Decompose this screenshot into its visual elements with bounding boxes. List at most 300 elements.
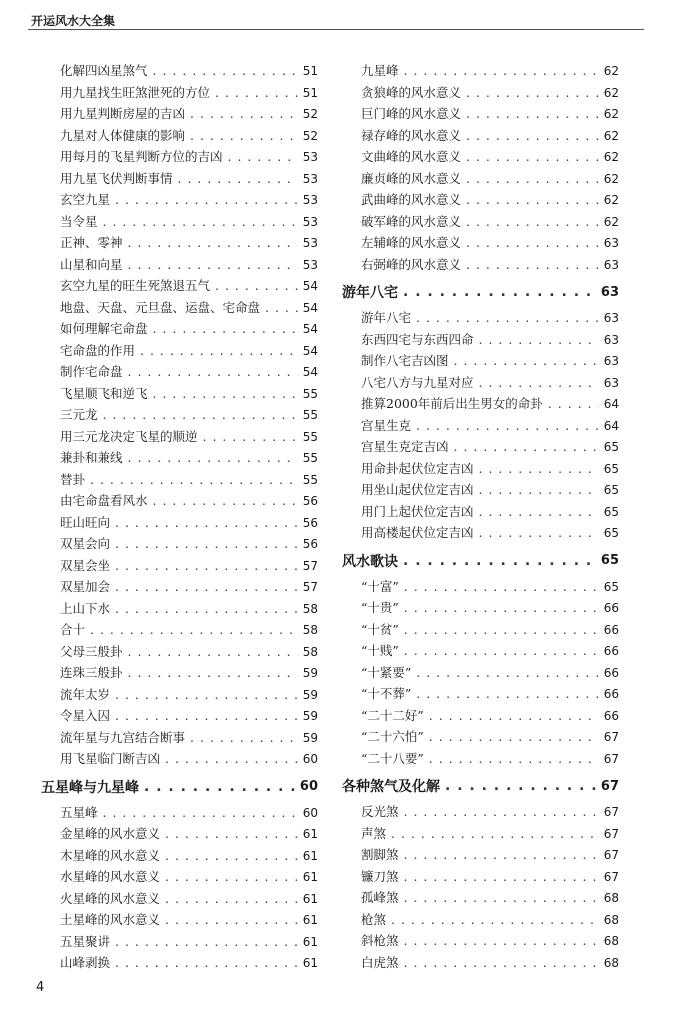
- toc-entry: [361, 480, 619, 502]
- toc-entry-title: 左辅峰的风水意义: [361, 235, 462, 250]
- dot-leader: [165, 891, 298, 906]
- toc-entry-page: 53: [302, 257, 318, 272]
- toc-entry: [60, 83, 318, 105]
- toc-section-heading: [342, 545, 619, 577]
- toc-entry-page: 65: [603, 440, 619, 454]
- dot-leader: [165, 869, 298, 884]
- toc-entry: [60, 728, 318, 750]
- toc-entry-page: 61: [302, 827, 318, 841]
- dot-leader: [466, 106, 599, 121]
- toc-entry-title: 右弼峰的风水意义: [361, 256, 462, 272]
- toc-entry-page: 55: [302, 408, 318, 422]
- dot-leader: [466, 149, 599, 164]
- toc-entry-page: 65: [603, 504, 619, 519]
- dot-leader: [391, 912, 599, 927]
- toc-entry-title: 宫星生克: [361, 417, 412, 433]
- toc-entry: [361, 684, 619, 706]
- toc-entry-title: 孤峰煞: [361, 890, 399, 905]
- toc-entry-page: 53: [302, 214, 318, 229]
- toc-entry: [60, 61, 318, 83]
- toc-entry: [60, 319, 318, 341]
- dot-leader: [115, 601, 298, 616]
- toc-entry-page: 62: [603, 150, 619, 164]
- toc-entry: [361, 749, 619, 771]
- toc-entry-title: 飞星顺飞和逆飞: [60, 385, 148, 401]
- toc-entry-title: 割脚煞: [361, 847, 399, 862]
- toc-entry-title: 制作宅命盘: [60, 364, 123, 379]
- dot-leader: [404, 890, 599, 905]
- dot-leader: [165, 751, 298, 766]
- toc-entry-title: 用九星判断房屋的吉凶: [60, 106, 186, 121]
- dot-leader: [466, 235, 599, 250]
- toc-entry: [361, 126, 619, 148]
- running-header: 开运风水大全集: [31, 14, 116, 28]
- dot-leader: [416, 310, 599, 325]
- toc-entry-title: 当令星: [60, 213, 98, 229]
- toc-entry-title: 用高楼起伏位定吉凶: [361, 525, 474, 540]
- toc-entry: [361, 845, 619, 867]
- toc-entry-title: 金星峰的风水意义: [60, 826, 161, 841]
- dot-leader: [153, 63, 298, 78]
- toc-entry-page: 61: [302, 913, 318, 927]
- dot-leader: [144, 779, 295, 795]
- dot-leader: [190, 106, 298, 121]
- dot-leader: [165, 848, 298, 863]
- toc-entry-title: 流年星与九宫结合断事: [60, 729, 186, 745]
- toc-entry-page: 54: [302, 279, 318, 293]
- toc-entry-title: 用门上起伏位定吉凶: [361, 503, 474, 519]
- toc-entry: [361, 867, 619, 889]
- toc-entry: [361, 523, 619, 545]
- toc-entry-title: 替卦: [60, 471, 86, 487]
- toc-entry: [361, 373, 619, 395]
- toc-entry-title: 由宅命盘看风水: [60, 493, 148, 508]
- toc-entry: [361, 416, 619, 438]
- dot-leader: [215, 278, 298, 293]
- toc-entry: [60, 642, 318, 664]
- dot-leader: [128, 364, 298, 379]
- toc-entry-page: 60: [299, 779, 318, 794]
- toc-entry-title: 山星和向星: [60, 256, 123, 272]
- dot-leader: [479, 375, 599, 390]
- toc-entry-title: 推算2000年前后出生男女的命卦: [361, 396, 543, 411]
- toc-entry-title: 用九星找生旺煞泄死的方位: [60, 84, 211, 100]
- toc-entry: [361, 577, 619, 599]
- toc-entry: [361, 598, 619, 620]
- toc-entry-title: 文曲峰的风水意义: [361, 149, 462, 164]
- toc-entry: [60, 749, 318, 771]
- toc-entry-page: 56: [302, 515, 318, 530]
- toc-entry-page: 63: [603, 257, 619, 272]
- toc-entry: [60, 577, 318, 599]
- toc-entry: [60, 556, 318, 578]
- toc-entry: [60, 384, 318, 406]
- toc-entry: [361, 61, 619, 83]
- dot-leader: [115, 192, 298, 207]
- toc-entry-page: 60: [302, 752, 318, 766]
- toc-entry: [361, 169, 619, 191]
- toc-entry: [60, 298, 318, 320]
- toc-entry: [60, 126, 318, 148]
- toc-entry-title: 玄空九星的旺生死煞退五气: [60, 278, 211, 293]
- toc-entry-page: 54: [302, 322, 318, 336]
- toc-entry-page: 65: [603, 461, 619, 476]
- toc-entry-page: 67: [603, 826, 619, 841]
- toc-entry-title: 父母三般卦: [60, 643, 123, 659]
- toc-entry-title: 三元龙: [60, 407, 98, 422]
- toc-entry-title: 正神、零神: [60, 235, 123, 250]
- toc-entry-page: 58: [302, 623, 318, 637]
- toc-entry-title: 双星会向: [60, 536, 111, 551]
- dot-leader: [190, 128, 298, 143]
- dot-leader: [454, 439, 599, 454]
- dot-leader: [479, 461, 599, 476]
- toc-entry-title: “十不葬”: [361, 686, 412, 701]
- dot-leader: [404, 643, 599, 658]
- toc-entry-title: 用飞星临门断吉凶: [60, 751, 161, 766]
- dot-leader: [416, 686, 598, 701]
- toc-entry-page: 52: [302, 128, 318, 143]
- dot-leader: [153, 493, 298, 508]
- toc-entry-page: 68: [603, 955, 619, 970]
- toc-entry: [60, 706, 318, 728]
- toc-entry: [60, 491, 318, 513]
- dot-leader: [404, 955, 599, 970]
- dot-leader: [115, 515, 298, 530]
- toc-entry: [60, 448, 318, 470]
- toc-entry-title: 镰刀煞: [361, 868, 399, 884]
- dot-leader: [479, 504, 599, 519]
- toc-entry-page: 66: [603, 687, 619, 701]
- toc-entry-page: 66: [603, 601, 619, 615]
- toc-entry: [361, 888, 619, 910]
- toc-entry-title: 五星峰与九星峰: [41, 779, 139, 796]
- toc-entry: [60, 513, 318, 535]
- toc-entry-page: 65: [603, 526, 619, 540]
- toc-entry: [60, 889, 318, 911]
- toc-entry: [60, 932, 318, 954]
- dot-leader: [140, 343, 298, 358]
- toc-entry-title: 用坐山起伏位定吉凶: [361, 482, 474, 497]
- toc-entry: [361, 190, 619, 212]
- toc-entry-page: 57: [302, 558, 318, 573]
- toc-entry-page: 63: [603, 354, 619, 368]
- toc-entry-page: 53: [302, 193, 318, 207]
- toc-entry-title: “二十二好”: [361, 707, 424, 723]
- toc-entry-title: “二十六怕”: [361, 729, 424, 744]
- toc-entry-title: 游年八宅: [361, 310, 412, 325]
- dot-leader: [404, 847, 599, 862]
- toc-entry-title: 宅命盘的作用: [60, 342, 136, 358]
- toc-entry: [60, 910, 318, 932]
- toc-entry: [60, 427, 318, 449]
- toc-entry-page: 61: [302, 934, 318, 949]
- dot-leader: [178, 171, 298, 186]
- dot-leader: [404, 63, 599, 78]
- toc-entry-title: 合十: [60, 622, 86, 637]
- toc-entry: [60, 599, 318, 621]
- toc-entry: [60, 190, 318, 212]
- toc-entry: [361, 727, 619, 749]
- toc-entry-page: 55: [302, 386, 318, 401]
- dot-leader: [404, 804, 599, 819]
- toc-entry-page: 61: [302, 848, 318, 863]
- toc-entry-title: 双星加会: [60, 579, 111, 594]
- toc-entry-page: 61: [302, 870, 318, 884]
- toc-entry-page: 63: [603, 236, 619, 250]
- toc-entry-title: “十贫”: [361, 621, 399, 637]
- toc-entry-title: 九星对人体健康的影响: [60, 127, 186, 143]
- dot-leader: [466, 257, 599, 272]
- dot-leader: [416, 665, 598, 680]
- toc-entry-page: 65: [603, 579, 619, 594]
- toc-entry-page: 53: [302, 150, 318, 164]
- dot-leader: [128, 450, 298, 465]
- dot-leader: [466, 85, 599, 100]
- dot-leader: [466, 171, 599, 186]
- toc-entry: [361, 706, 619, 728]
- toc-entry-title: 兼卦和兼线: [60, 450, 123, 465]
- toc-entry-title: 旺山旺向: [60, 514, 111, 530]
- dot-leader: [115, 687, 298, 702]
- dot-leader: [115, 536, 298, 551]
- dot-leader: [404, 869, 599, 884]
- toc-entry: [60, 824, 318, 846]
- dot-leader: [115, 934, 298, 949]
- dot-leader: [115, 558, 298, 573]
- dot-leader: [403, 284, 596, 300]
- dot-leader: [404, 579, 599, 594]
- toc-entry-title: “十贱”: [361, 643, 399, 658]
- toc-entry: [60, 663, 318, 685]
- toc-entry: [361, 351, 619, 373]
- toc-entry-page: 67: [603, 869, 619, 884]
- toc-entry-title: 地盘、天盘、元旦盘、运盘、宅命盘: [60, 299, 261, 315]
- toc-entry-title: 木星峰的风水意义: [60, 847, 161, 863]
- toc-entry-title: 水星峰的风水意义: [60, 869, 161, 884]
- dot-leader: [454, 353, 599, 368]
- toc-entry-page: 59: [302, 730, 318, 745]
- toc-entry-page: 66: [603, 708, 619, 723]
- toc-entry-page: 58: [302, 601, 318, 616]
- toc-entry: [361, 308, 619, 330]
- toc-entry-page: 60: [302, 805, 318, 820]
- toc-entry-title: 用命卦起伏位定吉凶: [361, 460, 474, 476]
- toc-entry-title: 贪狼峰的风水意义: [361, 84, 462, 100]
- toc-entry: [361, 953, 619, 975]
- toc-entry-page: 53: [302, 171, 318, 186]
- toc-entry-page: 59: [302, 687, 318, 702]
- toc-entry-title: 游年八宅: [342, 285, 398, 301]
- dot-leader: [479, 525, 599, 540]
- toc-entry-title: 廉贞峰的风水意义: [361, 170, 462, 186]
- toc-entry-page: 54: [302, 365, 318, 379]
- toc-entry: [60, 233, 318, 255]
- toc-entry-title: 破军峰的风水意义: [361, 213, 462, 229]
- dot-leader: [404, 933, 599, 948]
- toc-entry-page: 55: [302, 472, 318, 487]
- dot-leader: [128, 644, 298, 659]
- toc-entry: [361, 910, 619, 932]
- toc-entry: [60, 620, 318, 642]
- toc-entry: [361, 802, 619, 824]
- toc-entry-page: 56: [302, 494, 318, 508]
- toc-entry-title: 连珠三般卦: [60, 665, 123, 680]
- toc-entry-page: 66: [603, 622, 619, 637]
- dot-leader: [165, 912, 298, 927]
- toc-entry: [361, 330, 619, 352]
- toc-entry-page: 51: [302, 85, 318, 100]
- toc-entry-title: 令星入囚: [60, 708, 111, 723]
- dot-leader: [429, 708, 599, 723]
- toc-entry: [60, 953, 318, 975]
- toc-entry-title: 双星会坐: [60, 557, 111, 573]
- toc-entry-page: 65: [600, 553, 619, 568]
- toc-entry-page: 59: [302, 666, 318, 680]
- toc-entry: [60, 255, 318, 277]
- toc-entry-page: 68: [603, 891, 619, 905]
- toc-entry-title: 九星峰: [361, 63, 399, 78]
- toc-entry-page: 67: [603, 805, 619, 819]
- toc-entry-page: 68: [603, 934, 619, 948]
- dot-leader: [548, 396, 599, 411]
- dot-leader: [190, 730, 298, 745]
- toc-entry-page: 64: [603, 397, 619, 411]
- toc-entry: [60, 685, 318, 707]
- toc-entry: [361, 459, 619, 481]
- toc-entry-title: 用每月的飞星判断方位的吉凶: [60, 149, 223, 164]
- toc-entry-page: 63: [603, 375, 619, 390]
- toc-section-heading: [342, 276, 619, 308]
- page-number: 4: [36, 980, 45, 995]
- dot-leader: [128, 235, 298, 250]
- dot-leader: [115, 955, 298, 970]
- toc-entry-page: 62: [603, 128, 619, 143]
- toc-entry-title: “十富”: [361, 578, 399, 594]
- dot-leader: [203, 429, 298, 444]
- toc-entry-title: 火星峰的风水意义: [60, 890, 161, 906]
- toc-entry: [361, 233, 619, 255]
- toc-section-heading: [342, 770, 619, 802]
- toc-entry-page: 52: [302, 107, 318, 121]
- toc-entry: [361, 824, 619, 846]
- toc-entry-page: 63: [600, 284, 619, 300]
- dot-leader: [403, 553, 596, 569]
- toc-entry-title: 东西四宅与东西四命: [361, 331, 474, 347]
- dot-leader: [429, 751, 599, 766]
- toc-entry-title: 各种煞气及化解: [342, 779, 440, 795]
- toc-entry: [361, 212, 619, 234]
- toc-entry-page: 54: [302, 300, 318, 315]
- toc-entry-title: 八宅八方与九星对应: [361, 374, 474, 390]
- dot-leader: [128, 257, 298, 272]
- toc-entry-page: 61: [302, 891, 318, 906]
- toc-entry: [361, 394, 619, 416]
- toc-entry-page: 55: [302, 451, 318, 465]
- toc-entry-page: 59: [302, 709, 318, 723]
- dot-leader: [466, 192, 599, 207]
- dot-leader: [228, 149, 298, 164]
- toc-entry-page: 55: [302, 429, 318, 444]
- dot-leader: [466, 214, 599, 229]
- toc-entry-title: 山峰剥换: [60, 955, 111, 970]
- toc-entry-title: “十贵”: [361, 600, 399, 615]
- toc-entry-title: 流年太岁: [60, 686, 111, 702]
- toc-entry-title: 玄空九星: [60, 192, 111, 207]
- dot-leader: [103, 214, 298, 229]
- dot-leader: [128, 665, 298, 680]
- toc-entry: [361, 255, 619, 277]
- toc-entry: [60, 803, 318, 825]
- toc-entry-title: 白虎煞: [361, 954, 399, 970]
- toc-entry-page: 62: [603, 214, 619, 229]
- toc-entry: [361, 104, 619, 126]
- toc-entry: [60, 362, 318, 384]
- toc-entry: [60, 405, 318, 427]
- dot-leader: [115, 708, 298, 723]
- dot-leader: [391, 826, 599, 841]
- toc-entry: [361, 502, 619, 524]
- toc-entry: [361, 663, 619, 685]
- toc-entry-title: 声煞: [361, 825, 387, 841]
- toc-entry-title: “二十八要”: [361, 750, 424, 766]
- toc-entry-page: 54: [302, 343, 318, 358]
- toc-entry-title: 制作八宅吉凶图: [361, 353, 449, 368]
- toc-entry: [60, 867, 318, 889]
- toc-entry-page: 53: [302, 236, 318, 250]
- toc-entry-page: 67: [603, 848, 619, 862]
- toc-entry-title: 反光煞: [361, 804, 399, 819]
- toc-entry: [60, 212, 318, 234]
- toc-entry-page: 64: [603, 418, 619, 433]
- toc-entry-page: 67: [603, 730, 619, 744]
- toc-entry: [361, 641, 619, 663]
- dot-leader: [90, 472, 298, 487]
- toc-entry: [361, 83, 619, 105]
- toc-entry: [60, 169, 318, 191]
- dot-leader: [429, 729, 599, 744]
- toc-entry-title: 土星峰的风水意义: [60, 912, 161, 927]
- toc-entry-title: 用三元龙决定飞星的顺逆: [60, 428, 198, 444]
- toc-entry-page: 67: [603, 751, 619, 766]
- toc-entry-page: 66: [603, 665, 619, 680]
- header-rule: [28, 29, 644, 30]
- toc-entry-page: 61: [302, 956, 318, 970]
- toc-entry: [60, 276, 318, 298]
- dot-leader: [416, 418, 599, 433]
- toc-left-column: [41, 61, 318, 975]
- toc-entry: [361, 620, 619, 642]
- dot-leader: [479, 332, 599, 347]
- toc-entry-page: 66: [603, 644, 619, 658]
- toc-entry-title: 五星峰: [60, 804, 98, 820]
- toc-entry-title: 宫星生克定吉凶: [361, 439, 449, 454]
- toc-entry-title: 风水歌诀: [342, 553, 398, 570]
- dot-leader: [404, 600, 599, 615]
- toc-entry-title: 五星聚讲: [60, 933, 111, 949]
- toc-section-heading: [41, 771, 318, 803]
- toc-entry-page: 57: [302, 580, 318, 594]
- toc-entry-page: 67: [600, 778, 619, 794]
- dot-leader: [466, 128, 599, 143]
- toc-entry-title: 化解四凶星煞气: [60, 63, 148, 78]
- dot-leader: [153, 386, 298, 401]
- toc-entry: [361, 147, 619, 169]
- toc-right-column: [342, 61, 619, 974]
- toc-entry: [60, 846, 318, 868]
- toc-entry: [60, 470, 318, 492]
- toc-entry: [361, 437, 619, 459]
